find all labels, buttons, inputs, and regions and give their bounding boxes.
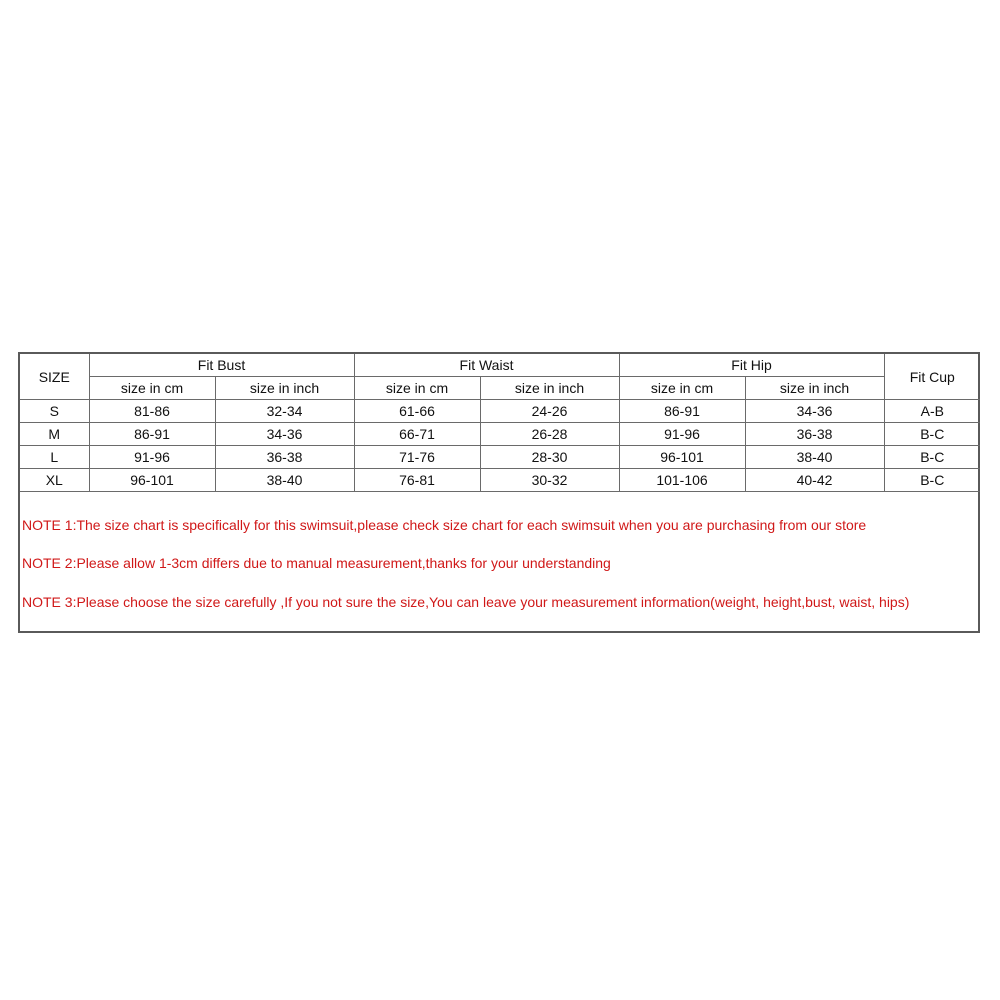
bust-inch-cell: 32-34 (215, 400, 354, 423)
subheader-bust-cm: size in cm (89, 377, 215, 400)
waist-inch-cell: 30-32 (480, 469, 619, 492)
waist-cm-cell: 71-76 (354, 446, 480, 469)
subheader-waist-cm: size in cm (354, 377, 480, 400)
fit-cup-header: Fit Cup (884, 354, 980, 400)
cup-cell: B-C (884, 469, 980, 492)
bust-inch-cell: 34-36 (215, 423, 354, 446)
hip-inch-cell: 34-36 (745, 400, 884, 423)
size-header: SIZE (20, 354, 89, 400)
bust-inch-cell: 38-40 (215, 469, 354, 492)
bust-inch-cell: 36-38 (215, 446, 354, 469)
size-chart (18, 352, 980, 633)
table-row (20, 446, 980, 469)
bust-cm-cell: 86-91 (89, 423, 215, 446)
size-cell: M (20, 423, 89, 446)
subheader-bust-inch: size in inch (215, 377, 354, 400)
hip-cm-cell: 86-91 (619, 400, 745, 423)
hip-cm-cell: 96-101 (619, 446, 745, 469)
size-table (20, 354, 980, 492)
cup-cell: B-C (884, 446, 980, 469)
fit-waist-header: Fit Waist (354, 354, 619, 377)
subheader-hip-cm: size in cm (619, 377, 745, 400)
hip-cm-cell: 101-106 (619, 469, 745, 492)
hip-inch-cell: 38-40 (745, 446, 884, 469)
header-row-units (20, 377, 980, 400)
header-row-groups (20, 354, 980, 377)
table-row (20, 400, 980, 423)
fit-bust-header: Fit Bust (89, 354, 354, 377)
hip-inch-cell: 40-42 (745, 469, 884, 492)
cup-cell: A-B (884, 400, 980, 423)
note-3: NOTE 3:Please choose the size carefully ,If you not sure the size,You can leave your measurement information(weight, height,bust, waist, hips) (22, 594, 910, 610)
bust-cm-cell: 96-101 (89, 469, 215, 492)
table-row (20, 469, 980, 492)
subheader-hip-inch: size in inch (745, 377, 884, 400)
waist-inch-cell: 28-30 (480, 446, 619, 469)
waist-inch-cell: 26-28 (480, 423, 619, 446)
waist-cm-cell: 76-81 (354, 469, 480, 492)
bust-cm-cell: 91-96 (89, 446, 215, 469)
waist-inch-cell: 24-26 (480, 400, 619, 423)
hip-inch-cell: 36-38 (745, 423, 884, 446)
waist-cm-cell: 61-66 (354, 400, 480, 423)
waist-cm-cell: 66-71 (354, 423, 480, 446)
size-cell: L (20, 446, 89, 469)
cup-cell: B-C (884, 423, 980, 446)
hip-cm-cell: 91-96 (619, 423, 745, 446)
note-1: NOTE 1:The size chart is specifically for this swimsuit,please check size chart for each swimsuit when you are purchasing from our store (22, 517, 867, 533)
size-cell: XL (20, 469, 89, 492)
table-row (20, 423, 980, 446)
note-2: NOTE 2:Please allow 1-3cm differs due to manual measurement,thanks for your understanding (22, 555, 611, 571)
fit-hip-header: Fit Hip (619, 354, 884, 377)
size-cell: S (20, 400, 89, 423)
bust-cm-cell: 81-86 (89, 400, 215, 423)
subheader-waist-inch: size in inch (480, 377, 619, 400)
